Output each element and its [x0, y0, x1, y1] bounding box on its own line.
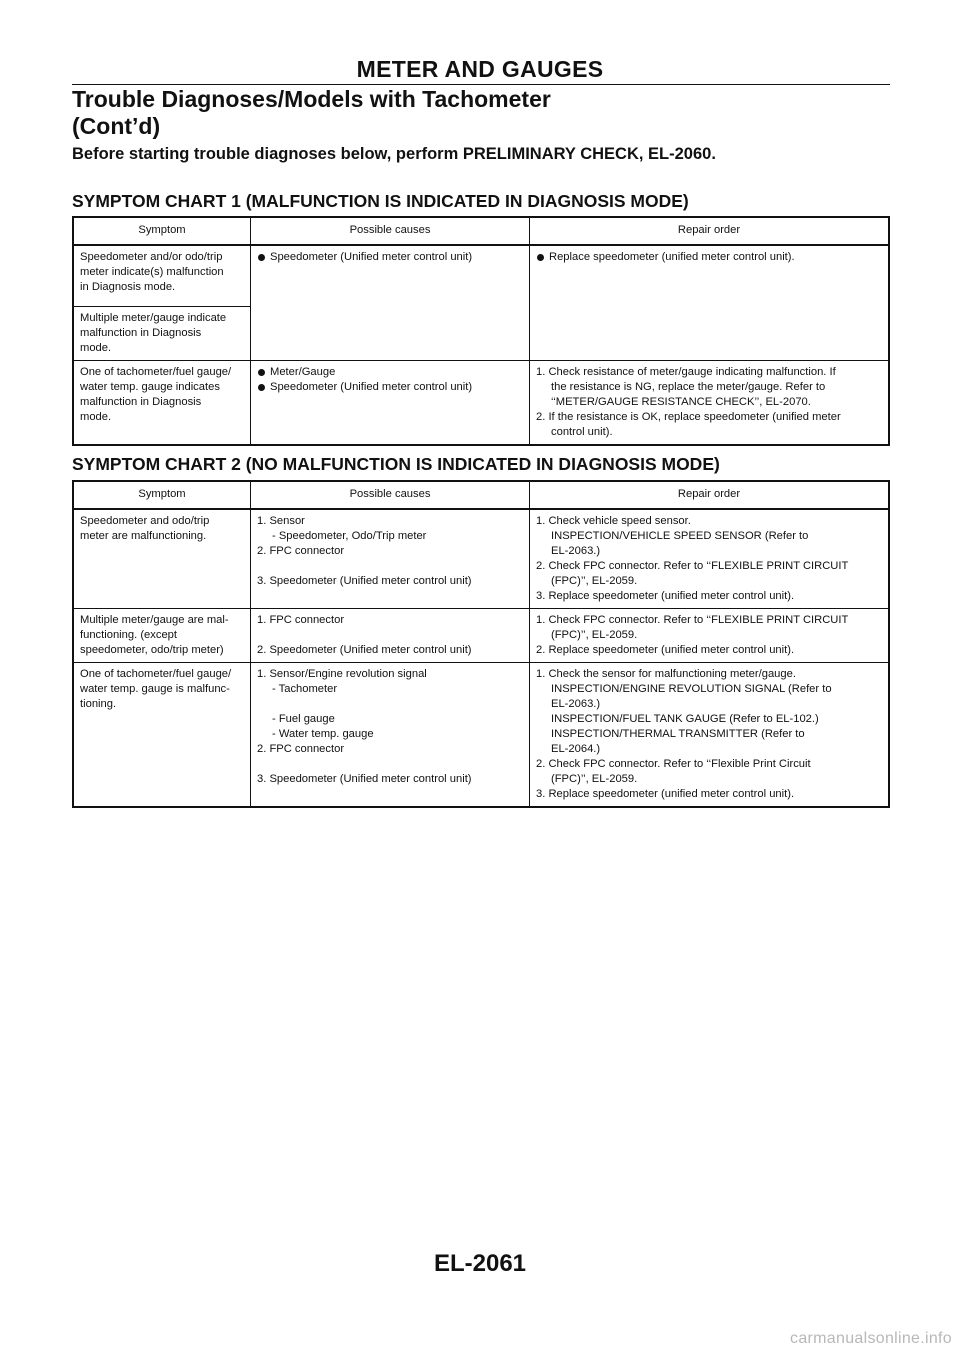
- text-line: 3. Replace speedometer (unified meter control unit).: [536, 788, 795, 800]
- cause-bullet-item: Speedometer (Unified meter control unit): [257, 380, 523, 395]
- text-line: the resistance is NG, replace the meter/gauge. Refer to: [551, 381, 826, 393]
- table-row: [73, 609, 889, 663]
- site-watermark: carmanualsonline.info: [790, 1330, 952, 1347]
- text-line: Speedometer and/or odo/trip: [80, 251, 223, 263]
- header-possible-causes: Possible causes: [251, 481, 530, 509]
- text-line: INSPECTION/THERMAL TRANSMITTER (Refer to: [551, 728, 805, 740]
- text-line: functioning. (except: [80, 629, 178, 641]
- page-id: EL-2061: [433, 1250, 527, 1277]
- header-symptom: Symptom: [73, 217, 251, 245]
- text-line: (FPC)’’, EL-2059.: [551, 629, 638, 641]
- symptom-cell: [73, 245, 251, 307]
- symptom-chart-2: [72, 480, 890, 808]
- text-line: - Fuel gauge: [272, 713, 335, 725]
- repair-bullet-item: Replace speedometer (unified meter control unit).: [536, 250, 882, 265]
- repair-cell: [530, 509, 890, 609]
- text-line: control unit).: [551, 426, 613, 438]
- symptom-cell: [73, 509, 251, 609]
- text-line: 3. Speedometer (Unified meter control unit): [257, 773, 472, 785]
- text-line: mode.: [80, 342, 112, 354]
- symptom-cell: [73, 663, 251, 808]
- text-line: One of tachometer/fuel gauge/: [80, 366, 232, 378]
- text-line: 1. Check the sensor for malfunctioning meter/gauge.: [536, 668, 796, 680]
- text-line: 2. FPC connector: [257, 743, 345, 755]
- text-line: 2. If the resistance is OK, replace speedometer (unified meter: [536, 411, 841, 423]
- repair-cell: [530, 361, 890, 446]
- text-line: - Speedometer, Odo/Trip meter: [272, 530, 427, 542]
- text-line: EL-2063.): [551, 545, 601, 557]
- text-line: meter are malfunctioning.: [80, 530, 207, 542]
- table-row: [73, 663, 889, 808]
- text-line: 2. Check FPC connector. Refer to ‘‘FLEXIBLE PRINT CIRCUIT: [536, 560, 849, 572]
- table-header-row: [73, 481, 889, 509]
- chart2-title: SYMPTOM CHART 2 (NO MALFUNCTION IS INDICATED IN DIAGNOSIS MODE): [72, 454, 720, 474]
- repair-cell: [530, 609, 890, 663]
- text-line: 3. Speedometer (Unified meter control unit): [257, 575, 472, 587]
- text-line: ‘‘METER/GAUGE RESISTANCE CHECK’’, EL-2070.: [551, 396, 811, 408]
- table-row: [73, 245, 889, 307]
- header-repair-order: Repair order: [530, 217, 890, 245]
- text-line: in Diagnosis mode.: [80, 281, 176, 293]
- text-line: Speedometer and odo/trip: [80, 515, 210, 527]
- table-row: [73, 361, 889, 446]
- header-repair-order: Repair order: [530, 481, 890, 509]
- table-header-row: [73, 217, 889, 245]
- cause-bullet-item: Meter/Gauge: [257, 365, 523, 380]
- symptom-cell: [73, 307, 251, 361]
- text-line: 1. FPC connector: [257, 614, 345, 626]
- header-divider: [72, 84, 890, 85]
- repair-cell: [530, 245, 890, 361]
- text-line: 1. Check vehicle speed sensor.: [536, 515, 691, 527]
- text-line: - Water temp. gauge: [272, 728, 374, 740]
- causes-cell: [251, 245, 530, 361]
- text-line: (FPC)’’, EL-2059.: [551, 773, 638, 785]
- header-symptom: Symptom: [73, 481, 251, 509]
- causes-cell: [251, 509, 530, 609]
- symptom-chart-1: [72, 216, 890, 446]
- text-line: INSPECTION/VEHICLE SPEED SENSOR (Refer to: [551, 530, 809, 542]
- text-line: tioning.: [80, 698, 117, 710]
- text-line: INSPECTION/ENGINE REVOLUTION SIGNAL (Refer to: [551, 683, 832, 695]
- cause-bullet-item: Speedometer (Unified meter control unit): [257, 250, 523, 265]
- text-line: water temp. gauge indicates: [80, 381, 220, 393]
- spacer: [257, 697, 523, 712]
- text-line: - Tachometer: [272, 683, 338, 695]
- text-line: INSPECTION/FUEL TANK GAUGE (Refer to EL-102.): [551, 713, 819, 725]
- text-line: EL-2063.): [551, 698, 601, 710]
- chart1-title: SYMPTOM CHART 1 (MALFUNCTION IS INDICATED IN DIAGNOSIS MODE): [72, 191, 689, 211]
- subtitle-line-2: (Cont’d): [72, 113, 161, 139]
- text-line: EL-2064.): [551, 743, 601, 755]
- causes-cell: [251, 663, 530, 808]
- text-line: water temp. gauge is malfunc-: [80, 683, 230, 695]
- text-line: 2. FPC connector: [257, 545, 345, 557]
- text-line: 1. Sensor/Engine revolution signal: [257, 668, 427, 680]
- text-line: malfunction in Diagnosis: [80, 396, 202, 408]
- text-line: malfunction in Diagnosis: [80, 327, 202, 339]
- text-line: 2. Check FPC connector. Refer to ‘‘Flexible Print Circuit: [536, 758, 811, 770]
- causes-cell: [251, 361, 530, 446]
- text-line: meter indicate(s) malfunction: [80, 266, 224, 278]
- table-row: [73, 509, 889, 609]
- causes-cell: [251, 609, 530, 663]
- text-line: 1. Check FPC connector. Refer to ‘‘FLEXIBLE PRINT CIRCUIT: [536, 614, 849, 626]
- header-possible-causes: Possible causes: [251, 217, 530, 245]
- subtitle-line-1: Trouble Diagnoses/Models with Tachometer: [72, 86, 551, 112]
- symptom-cell: [73, 609, 251, 663]
- section-heading: METER AND GAUGES: [356, 56, 604, 82]
- repair-cell: [530, 663, 890, 808]
- text-line: (FPC)’’, EL-2059.: [551, 575, 638, 587]
- spacer: [257, 559, 523, 574]
- text-line: 1. Check resistance of meter/gauge indicating malfunction. If: [536, 366, 836, 378]
- spacer: [257, 757, 523, 772]
- text-line: 2. Replace speedometer (unified meter control unit).: [536, 644, 795, 656]
- symptom-cell: [73, 361, 251, 446]
- text-line: 3. Replace speedometer (unified meter control unit).: [536, 590, 795, 602]
- text-line: mode.: [80, 411, 112, 423]
- spacer: [257, 628, 523, 643]
- text-line: 1. Sensor: [257, 515, 305, 527]
- page-subtitle: [72, 86, 912, 140]
- text-line: One of tachometer/fuel gauge/: [80, 668, 232, 680]
- text-line: 2. Speedometer (Unified meter control unit): [257, 644, 472, 656]
- text-line: speedometer, odo/trip meter): [80, 644, 224, 656]
- text-line: Multiple meter/gauge indicate: [80, 312, 227, 324]
- text-line: Multiple meter/gauge are mal-: [80, 614, 229, 626]
- intro-note: Before starting trouble diagnoses below, perform PRELIMINARY CHECK, EL-2060.: [72, 145, 716, 163]
